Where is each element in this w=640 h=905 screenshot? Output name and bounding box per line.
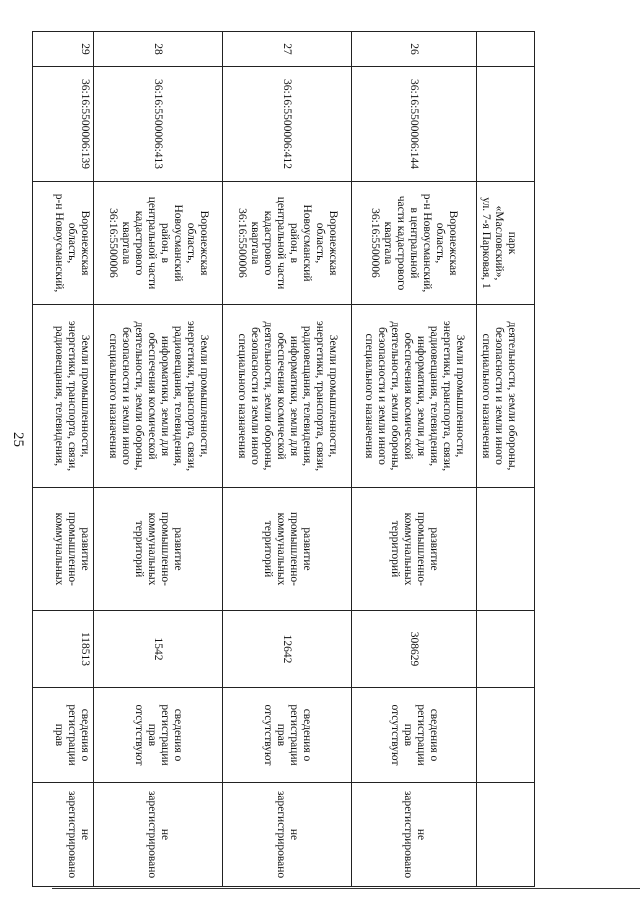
cell-area: 118513 <box>33 611 94 688</box>
bottom-divider <box>52 888 640 889</box>
cell-encumbrance: не зарегистрировано <box>352 783 477 887</box>
cell-use: развитие промышленно- коммунальных <box>33 488 94 611</box>
table-row <box>33 32 94 887</box>
cell-address: Воронежская область, Новоусманский район, в центральной части кадастрового квартала 36:16:5500006 <box>223 182 352 305</box>
cell-num: 26 <box>352 32 477 67</box>
cell-category: Земли промышленности, энергетики, транспорта, связи, радиовещания, телевидения, информатики, земли для обеспечения космической деятельности, земли обороны, безопасности и земли иного специального назначения <box>352 305 477 488</box>
cell-area <box>477 611 535 688</box>
table-row <box>94 32 223 887</box>
cell-num: 29 <box>33 32 94 67</box>
cell-use: развитие промышленно- коммунальных территорий <box>352 488 477 611</box>
cell-rights: сведения о регистрации прав <box>33 688 94 783</box>
cell-encumbrance <box>477 783 535 887</box>
page-number: 25 <box>10 432 26 447</box>
cell-area: 1542 <box>94 611 223 688</box>
cell-address: парк «Масловский», ул. 7-я Парковая, 1 <box>477 182 535 305</box>
cell-category: Земли промышленности, энергетики, транспорта, связи, радиовещания, телевидения, информатики, земли для обеспечения космической деятельности, земли обороны, безопасности и земли иного специального назначения <box>94 305 223 488</box>
cell-encumbrance: не зарегистрировано <box>94 783 223 887</box>
cell-rights: сведения о регистрации прав отсутствуют <box>352 688 477 783</box>
table-row <box>352 32 477 887</box>
cell-num <box>477 32 535 67</box>
cell-num: 28 <box>94 32 223 67</box>
table-row-continuation <box>477 32 535 887</box>
cell-use: развитие промышленно- коммунальных территорий <box>94 488 223 611</box>
cell-address: Воронежская область, р-н Новоусманский, <box>33 182 94 305</box>
cell-category: деятельности, земли обороны, безопасности и земли иного специального назначения <box>477 305 535 488</box>
cell-address: Воронежская область, р-н Новоусманский, в центральной части кадастрового квартала 36:16:5500006 <box>352 182 477 305</box>
cell-rights <box>477 688 535 783</box>
cell-rights: сведения о регистрации прав отсутствуют <box>94 688 223 783</box>
cell-area: 308629 <box>352 611 477 688</box>
cell-use <box>477 488 535 611</box>
cell-cadastral: 36:16:5500006:139 <box>33 67 94 182</box>
cell-category: Земли промышленности, энергетики, транспорта, связи, радиовещания, телевидения, информатики, земли для обеспечения космической деятельности, земли обороны, безопасности и земли иного специального назначения <box>223 305 352 488</box>
cell-rights: сведения о регистрации прав отсутствуют <box>223 688 352 783</box>
cell-num: 27 <box>223 32 352 67</box>
cell-encumbrance: не зарегистрировано <box>33 783 94 887</box>
cell-cadastral: 36:16:5500006:412 <box>223 67 352 182</box>
cell-encumbrance: не зарегистрировано <box>223 783 352 887</box>
cell-cadastral: 36:16:5500006:413 <box>94 67 223 182</box>
cell-use: развитие промышленно- коммунальных территорий <box>223 488 352 611</box>
cell-cadastral <box>477 67 535 182</box>
rotated-table-wrapper <box>45 31 535 886</box>
cell-address: Воронежская область, Новоусманский район, в центральной части кадастрового квартала 36:16:5500006 <box>94 182 223 305</box>
cell-category: Земли промышленности, энергетики, транспорта, связи, радиовещания, телевидения, <box>33 305 94 488</box>
table-row <box>223 32 352 887</box>
cell-cadastral: 36:16:5500006:144 <box>352 67 477 182</box>
land-plots-table <box>32 31 535 887</box>
cell-area: 12642 <box>223 611 352 688</box>
